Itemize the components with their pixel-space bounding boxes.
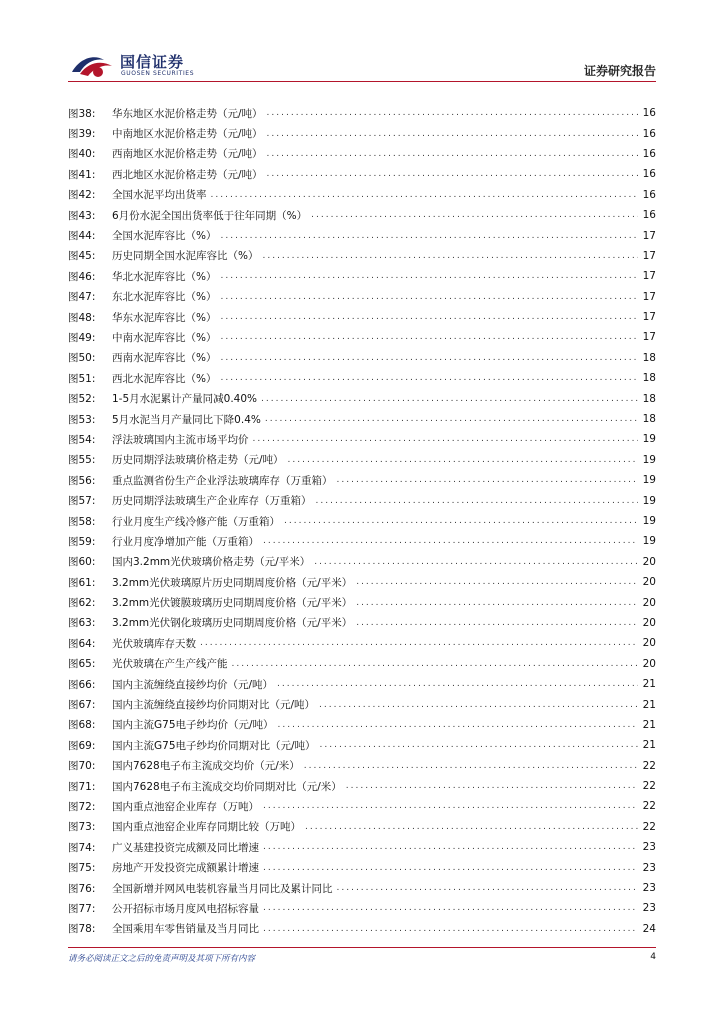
figure-page-number: 21 bbox=[642, 698, 656, 711]
dot-leader bbox=[220, 292, 638, 302]
dot-leader bbox=[337, 475, 639, 485]
toc-entry[interactable] bbox=[68, 837, 656, 857]
figure-title: 历史同期浮法玻璃生产企业库存（万重箱） bbox=[112, 495, 312, 508]
figure-label: 图66: bbox=[68, 678, 96, 691]
figure-label: 图63: bbox=[68, 617, 96, 630]
guosen-logo-icon bbox=[70, 50, 114, 80]
figure-label: 图46: bbox=[68, 270, 96, 283]
figure-page-number: 16 bbox=[642, 147, 656, 160]
dot-leader bbox=[220, 231, 638, 241]
figure-page-number: 19 bbox=[642, 453, 656, 466]
figure-title: 国内主流G75电子纱均价（元/吨） bbox=[112, 719, 274, 732]
toc-entry[interactable] bbox=[68, 225, 656, 245]
figure-title: 广义基建投资完成额及同比增速 bbox=[112, 841, 259, 854]
figure-title: 行业月度生产线冷修产能（万重箱） bbox=[112, 515, 280, 528]
figure-label: 图40: bbox=[68, 148, 96, 161]
figure-title: 浮法玻璃国内主流市场平均价 bbox=[112, 433, 249, 446]
toc-entry[interactable] bbox=[68, 490, 656, 510]
dot-leader bbox=[263, 903, 638, 913]
figure-title: 全国水泥库容比（%） bbox=[112, 230, 217, 243]
toc-entry[interactable] bbox=[68, 266, 656, 286]
toc-entry[interactable] bbox=[68, 429, 656, 449]
dot-leader bbox=[263, 863, 638, 873]
dot-leader bbox=[319, 700, 638, 710]
toc-entry[interactable] bbox=[68, 470, 656, 490]
toc-entry[interactable] bbox=[68, 552, 656, 572]
figure-label: 图43: bbox=[68, 209, 96, 222]
figure-label: 图68: bbox=[68, 719, 96, 732]
figure-label: 图44: bbox=[68, 230, 96, 243]
figure-label: 图60: bbox=[68, 556, 96, 569]
figure-label: 图48: bbox=[68, 311, 96, 324]
figure-page-number: 20 bbox=[642, 596, 656, 609]
figure-label: 图64: bbox=[68, 637, 96, 650]
toc-entry[interactable] bbox=[68, 919, 656, 939]
figure-title: 西南水泥库容比（%） bbox=[112, 352, 217, 365]
figure-page-number: 16 bbox=[642, 127, 656, 140]
dot-leader bbox=[278, 720, 638, 730]
dot-leader bbox=[263, 536, 638, 546]
figure-title: 国内7628电子布主流成交均价（元/米） bbox=[112, 760, 300, 773]
header-divider bbox=[68, 81, 656, 82]
dot-leader bbox=[311, 210, 638, 220]
toc-entry[interactable] bbox=[68, 531, 656, 551]
dot-leader bbox=[267, 149, 638, 159]
figure-page-number: 16 bbox=[642, 168, 656, 181]
figure-title: 公开招标市场月度风电招标容量 bbox=[112, 902, 259, 915]
figure-page-number: 19 bbox=[642, 535, 656, 548]
figure-page-number: 18 bbox=[642, 372, 656, 385]
figure-label: 图50: bbox=[68, 352, 96, 365]
dot-leader bbox=[200, 638, 638, 648]
figure-page-number: 23 bbox=[642, 882, 656, 895]
figure-title: 历史同期全国水泥库容比（%） bbox=[112, 250, 259, 263]
figure-title: 5月水泥当月产量同比下降0.4% bbox=[112, 413, 261, 426]
figure-label: 图71: bbox=[68, 780, 96, 793]
figure-label: 图58: bbox=[68, 515, 96, 528]
figure-page-number: 18 bbox=[642, 392, 656, 405]
dot-leader bbox=[220, 271, 638, 281]
logo-english-name: GUOSEN SECURITIES bbox=[121, 70, 195, 77]
figure-page-number: 24 bbox=[642, 922, 656, 935]
dot-leader bbox=[265, 414, 638, 424]
figure-page-number: 17 bbox=[642, 331, 656, 344]
toc-entry[interactable] bbox=[68, 327, 656, 347]
toc-entry[interactable] bbox=[68, 694, 656, 714]
dot-leader bbox=[211, 190, 639, 200]
figure-title: 全国新增并网风电装机容量当月同比及累计同比 bbox=[112, 882, 333, 895]
figure-page-number: 18 bbox=[642, 351, 656, 364]
figure-title: 华东水泥库容比（%） bbox=[112, 311, 217, 324]
figure-title: 国内3.2mm光伏玻璃价格走势（元/平米） bbox=[112, 556, 311, 569]
figure-page-number: 17 bbox=[642, 249, 656, 262]
figure-label: 图41: bbox=[68, 168, 96, 181]
dot-leader bbox=[356, 618, 638, 628]
figure-page-number: 16 bbox=[642, 188, 656, 201]
figure-title: 中南地区水泥价格走势（元/吨） bbox=[112, 128, 263, 141]
figure-title: 6月份水泥全国出货率低于往年同期（%） bbox=[112, 209, 308, 222]
figure-title: 国内主流缠绕直接纱均价（元/吨） bbox=[112, 678, 274, 691]
figure-title: 国内7628电子布主流成交均价同期对比（元/米） bbox=[112, 780, 342, 793]
figure-page-number: 18 bbox=[642, 413, 656, 426]
figure-title: 中南水泥库容比（%） bbox=[112, 331, 217, 344]
figure-page-number: 21 bbox=[642, 739, 656, 752]
figure-title: 3.2mm光伏镀膜玻璃历史同期周度价格（元/平米） bbox=[112, 597, 353, 610]
dot-leader bbox=[263, 842, 638, 852]
figure-label: 图39: bbox=[68, 128, 96, 141]
toc-entry[interactable] bbox=[68, 348, 656, 368]
toc-entry[interactable] bbox=[68, 287, 656, 307]
figure-page-number: 19 bbox=[642, 433, 656, 446]
toc-entry[interactable] bbox=[68, 715, 656, 735]
figure-label: 图52: bbox=[68, 393, 96, 406]
figure-page-number: 20 bbox=[642, 657, 656, 670]
toc-entry[interactable] bbox=[68, 572, 656, 592]
figure-label: 图67: bbox=[68, 699, 96, 712]
dot-leader bbox=[337, 883, 639, 893]
dot-leader bbox=[267, 129, 638, 139]
dot-leader bbox=[277, 679, 638, 689]
toc-entry[interactable] bbox=[68, 368, 656, 388]
toc-entry[interactable] bbox=[68, 103, 656, 123]
figure-label: 图49: bbox=[68, 331, 96, 344]
figure-label: 图45: bbox=[68, 250, 96, 263]
figure-title: 西南地区水泥价格走势（元/吨） bbox=[112, 148, 263, 161]
figure-label: 图77: bbox=[68, 902, 96, 915]
figure-page-number: 17 bbox=[642, 229, 656, 242]
figure-label: 图55: bbox=[68, 454, 96, 467]
figure-page-number: 19 bbox=[642, 474, 656, 487]
dot-leader bbox=[305, 822, 638, 832]
figure-page-number: 16 bbox=[642, 107, 656, 120]
figure-page-number: 22 bbox=[642, 759, 656, 772]
figure-label: 图53: bbox=[68, 413, 96, 426]
toc-entry[interactable] bbox=[68, 817, 656, 837]
figure-title: 光伏玻璃库存天数 bbox=[112, 637, 196, 650]
figure-page-number: 21 bbox=[642, 718, 656, 731]
toc-entry[interactable] bbox=[68, 450, 656, 470]
dot-leader bbox=[220, 312, 638, 322]
dot-leader bbox=[253, 434, 639, 444]
figure-title: 国内重点池窑企业库存同期比较（万吨） bbox=[112, 821, 301, 834]
figure-page-number: 17 bbox=[642, 290, 656, 303]
figure-title: 历史同期浮法玻璃价格走势（元/吨） bbox=[112, 454, 284, 467]
toc-entry[interactable] bbox=[68, 164, 656, 184]
dot-leader bbox=[314, 557, 638, 567]
figure-title: 国内主流G75电子纱均价同期对比（元/吨） bbox=[112, 739, 316, 752]
toc-entry[interactable] bbox=[68, 776, 656, 796]
figure-title: 西北地区水泥价格走势（元/吨） bbox=[112, 168, 263, 181]
figure-page-number: 22 bbox=[642, 780, 656, 793]
figure-title: 全国水泥平均出货率 bbox=[112, 189, 207, 202]
figure-page-number: 20 bbox=[642, 555, 656, 568]
figure-title: 1-5月水泥累计产量同减0.40% bbox=[112, 393, 258, 406]
figure-label: 图47: bbox=[68, 291, 96, 304]
figure-list bbox=[68, 103, 656, 939]
toc-entry[interactable] bbox=[68, 246, 656, 266]
figure-label: 图75: bbox=[68, 862, 96, 875]
figure-page-number: 19 bbox=[642, 494, 656, 507]
toc-entry[interactable] bbox=[68, 409, 656, 429]
figure-title: 3.2mm光伏钢化玻璃历史同期周度价格（元/平米） bbox=[112, 617, 353, 630]
figure-page-number: 21 bbox=[642, 678, 656, 691]
figure-title: 3.2mm光伏玻璃原片历史同期周度价格（元/平米） bbox=[112, 576, 353, 589]
figure-label: 图54: bbox=[68, 433, 96, 446]
toc-entry[interactable] bbox=[68, 592, 656, 612]
dot-leader bbox=[261, 394, 638, 404]
company-logo bbox=[70, 48, 210, 84]
footer-disclaimer: 请务必阅读正文之后的免责声明及其项下所有内容 bbox=[68, 954, 256, 964]
figure-page-number: 17 bbox=[642, 311, 656, 324]
figure-title: 国内主流缠绕直接纱均价同期对比（元/吨） bbox=[112, 699, 316, 712]
figure-title: 房地产开发投资完成额累计增速 bbox=[112, 862, 259, 875]
dot-leader bbox=[356, 577, 638, 587]
figure-page-number: 23 bbox=[642, 861, 656, 874]
dot-leader bbox=[263, 924, 638, 934]
figure-label: 图61: bbox=[68, 576, 96, 589]
dot-leader bbox=[220, 332, 638, 342]
toc-entry[interactable] bbox=[68, 511, 656, 531]
figure-page-number: 23 bbox=[642, 902, 656, 915]
figure-page-number: 16 bbox=[642, 209, 656, 222]
figure-label: 图62: bbox=[68, 597, 96, 610]
toc-entry[interactable] bbox=[68, 123, 656, 143]
figure-label: 图69: bbox=[68, 739, 96, 752]
toc-entry[interactable] bbox=[68, 735, 656, 755]
dot-leader bbox=[263, 801, 638, 811]
figure-page-number: 20 bbox=[642, 637, 656, 650]
figure-page-number: 20 bbox=[642, 576, 656, 589]
toc-entry[interactable] bbox=[68, 185, 656, 205]
figure-label: 图42: bbox=[68, 189, 96, 202]
figure-title: 华东地区水泥价格走势（元/吨） bbox=[112, 107, 263, 120]
dot-leader bbox=[262, 251, 638, 261]
toc-entry[interactable] bbox=[68, 878, 656, 898]
toc-entry[interactable] bbox=[68, 756, 656, 776]
toc-entry[interactable] bbox=[68, 388, 656, 408]
footer-divider bbox=[68, 947, 656, 948]
figure-label: 图74: bbox=[68, 841, 96, 854]
figure-page-number: 20 bbox=[642, 616, 656, 629]
figure-label: 图57: bbox=[68, 495, 96, 508]
toc-entry[interactable] bbox=[68, 796, 656, 816]
figure-page-number: 22 bbox=[642, 800, 656, 813]
report-type-label: 证券研究报告 bbox=[583, 64, 656, 78]
figure-label: 图59: bbox=[68, 535, 96, 548]
dot-leader bbox=[284, 516, 638, 526]
dot-leader bbox=[288, 455, 638, 465]
figure-title: 全国乘用车零售销量及当月同比 bbox=[112, 923, 259, 936]
dot-leader bbox=[346, 781, 638, 791]
figure-label: 图65: bbox=[68, 658, 96, 671]
figure-label: 图56: bbox=[68, 474, 96, 487]
toc-entry[interactable] bbox=[68, 674, 656, 694]
toc-entry[interactable] bbox=[68, 613, 656, 633]
page-number: 4 bbox=[650, 952, 656, 962]
page-header bbox=[0, 0, 724, 84]
dot-leader bbox=[220, 373, 638, 383]
figure-title: 西北水泥库容比（%） bbox=[112, 372, 217, 385]
figure-page-number: 22 bbox=[642, 820, 656, 833]
toc-entry[interactable] bbox=[68, 654, 656, 674]
figure-title: 东北水泥库容比（%） bbox=[112, 291, 217, 304]
logo-chinese-name: 国信证券 bbox=[120, 53, 185, 71]
figure-label: 图70: bbox=[68, 760, 96, 773]
dot-leader bbox=[316, 496, 639, 506]
dot-leader bbox=[356, 598, 638, 608]
toc-entry[interactable] bbox=[68, 898, 656, 918]
figure-page-number: 17 bbox=[642, 270, 656, 283]
toc-entry[interactable] bbox=[68, 205, 656, 225]
figure-page-number: 19 bbox=[642, 515, 656, 527]
dot-leader bbox=[304, 761, 638, 771]
figure-title: 华北水泥库容比（%） bbox=[112, 270, 217, 283]
figure-page-number: 23 bbox=[642, 841, 656, 854]
dot-leader bbox=[320, 740, 638, 750]
figure-title: 国内重点池窑企业库存（万吨） bbox=[112, 800, 259, 813]
toc-entry[interactable] bbox=[68, 633, 656, 653]
dot-leader bbox=[232, 659, 639, 669]
figure-label: 图73: bbox=[68, 821, 96, 834]
toc-entry[interactable] bbox=[68, 857, 656, 877]
figure-label: 图72: bbox=[68, 800, 96, 813]
figure-label: 图76: bbox=[68, 882, 96, 895]
dot-leader bbox=[267, 169, 638, 179]
figure-label: 图51: bbox=[68, 372, 96, 385]
toc-entry[interactable] bbox=[68, 307, 656, 327]
dot-leader bbox=[220, 353, 638, 363]
figure-title: 重点监测省份生产企业浮法玻璃库存（万重箱） bbox=[112, 474, 333, 487]
figure-label: 图38: bbox=[68, 107, 96, 120]
figure-title: 光伏玻璃在产生产线产能 bbox=[112, 658, 228, 671]
figure-label: 图78: bbox=[68, 923, 96, 936]
figure-title: 行业月度净增加产能（万重箱） bbox=[112, 535, 259, 548]
toc-entry[interactable] bbox=[68, 144, 656, 164]
dot-leader bbox=[267, 108, 638, 118]
